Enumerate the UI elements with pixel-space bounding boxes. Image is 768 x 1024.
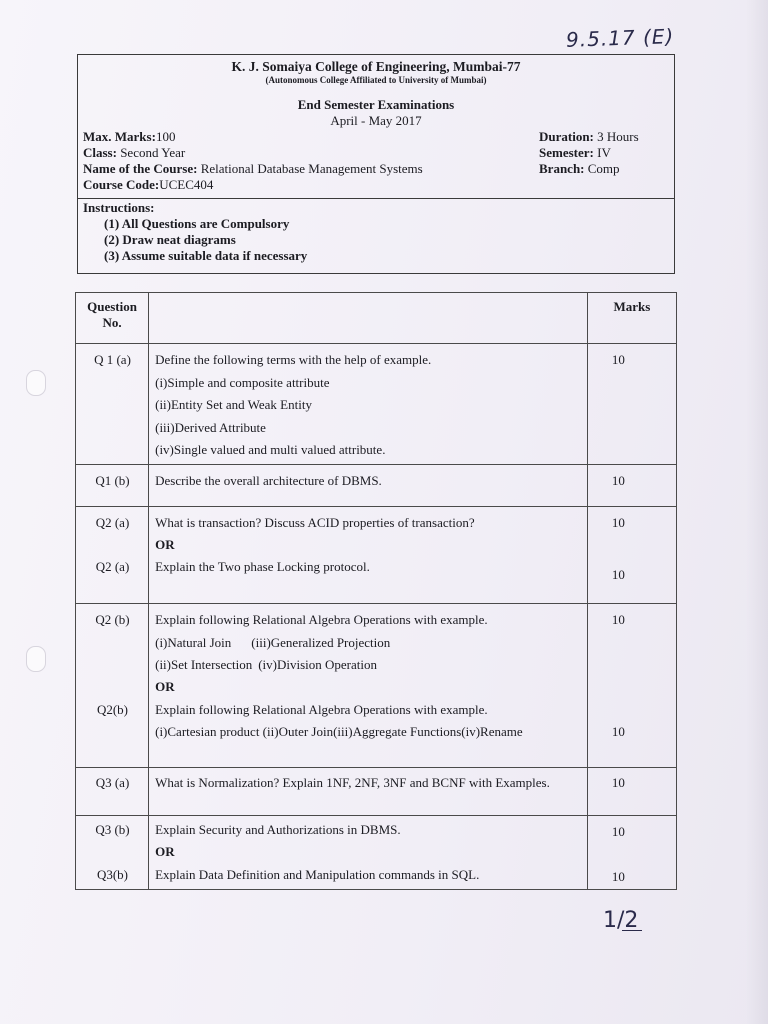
instruction-item: (2) Draw neat diagrams	[104, 232, 236, 247]
question-subitem: (iv)Division Operation	[258, 657, 378, 672]
exam-header	[77, 54, 675, 274]
class: Class: Second Year	[83, 145, 186, 160]
question-subitem: (iii)Derived Attribute	[155, 420, 266, 435]
college-affiliation: (Autonomous College Affiliated to University of Mumbai)	[265, 75, 487, 85]
course-name: Name of the Course: Relational Database Management Systems	[83, 161, 423, 176]
question-text: Explain Security and Authorizations in DBMS.	[155, 822, 401, 837]
question-number: Q3 (b)	[95, 822, 130, 837]
question-number-alt: Q3(b)	[96, 867, 129, 882]
question-number: Q2 (a)	[95, 515, 130, 530]
course-code: Course Code:UCEC404	[83, 177, 214, 192]
question-subitem: (iii)Generalized Projection	[251, 635, 391, 650]
question-subitem: (i)Simple and composite attribute	[155, 375, 330, 390]
question-marks: 10	[611, 775, 625, 790]
college-name: K. J. Somaiya College of Engineering, Mumbai-77	[231, 59, 521, 74]
table-row	[76, 768, 677, 816]
header-marks: Marks	[587, 293, 676, 344]
exam-period: April - May 2017	[330, 113, 422, 128]
question-subitem: (ii)Set Intersection	[155, 657, 253, 672]
exam-title: End Semester Examinations	[297, 97, 455, 112]
table-row	[76, 465, 677, 507]
question-marks: 10	[611, 824, 625, 839]
question-number: Q 1 (a)	[94, 352, 131, 367]
table-row	[76, 507, 677, 604]
question-text: What is transaction? Discuss ACID properties of transaction?	[155, 515, 475, 530]
duration: Duration: 3 Hours	[539, 129, 639, 144]
question-text: Define the following terms with the help of example.	[155, 352, 432, 367]
question-marks: 10	[611, 612, 625, 627]
punch-hole	[26, 370, 46, 396]
question-subitem: (i)Cartesian product (ii)Outer Join(iii)Aggregate Functions(iv)Rename	[155, 724, 523, 739]
table-row	[76, 344, 677, 465]
header-question-no: Question No.	[76, 293, 149, 344]
question-subitem-row	[155, 657, 581, 673]
instructions	[83, 200, 307, 264]
page-number-underline	[622, 930, 642, 931]
question-marks-alt: 10	[611, 567, 625, 582]
question-marks-alt: 10	[611, 724, 625, 739]
question-number: Q2 (b)	[95, 612, 130, 627]
question-text-alt: Explain the Two phase Locking protocol.	[155, 559, 370, 574]
table-header-row	[76, 293, 677, 344]
exam-meta-left	[83, 129, 423, 193]
instruction-item: (1) All Questions are Compulsory	[104, 216, 290, 231]
or-separator: OR	[155, 844, 175, 859]
question-marks-alt: 10	[611, 869, 625, 884]
branch: Branch: Comp	[539, 161, 620, 176]
question-subitem: (i)Natural Join	[155, 635, 232, 650]
question-text-alt: Explain Data Definition and Manipulation commands in SQL.	[155, 867, 480, 882]
or-separator: OR	[155, 679, 175, 694]
question-number-alt: Q2(b)	[96, 702, 129, 717]
header-divider	[78, 198, 674, 199]
or-separator: OR	[155, 537, 175, 552]
table-row	[76, 816, 677, 890]
instruction-item: (3) Assume suitable data if necessary	[104, 248, 308, 263]
handwritten-date: 9.5.17 (E)	[565, 24, 675, 52]
semester: Semester: IV	[539, 145, 611, 160]
paper-edge-shadow	[746, 0, 768, 1024]
page-number: 1/2	[603, 908, 639, 933]
questions-table	[75, 292, 677, 890]
question-text: What is Normalization? Explain 1NF, 2NF, 3NF and BCNF with Examples.	[155, 775, 550, 790]
instructions-title: Instructions:	[83, 200, 155, 215]
question-subitem: (ii)Entity Set and Weak Entity	[155, 397, 312, 412]
question-text-alt: Explain following Relational Algebra Operations with example.	[155, 702, 488, 717]
question-number: Q3 (a)	[95, 775, 130, 790]
question-text: Describe the overall architecture of DBMS.	[155, 473, 382, 488]
max-marks: Max. Marks:100	[83, 129, 176, 144]
question-number: Q1 (b)	[95, 473, 130, 488]
table-row	[76, 604, 677, 768]
question-subitem-row	[155, 635, 581, 651]
punch-hole	[26, 646, 46, 672]
question-number-alt: Q2 (a)	[95, 559, 130, 574]
question-marks: 10	[611, 515, 625, 530]
question-subitem: (iv)Single valued and multi valued attribute.	[155, 442, 386, 457]
question-text: Explain following Relational Algebra Operations with example.	[155, 612, 488, 627]
header-question	[149, 293, 588, 344]
question-marks: 10	[611, 473, 625, 488]
exam-meta-right	[539, 129, 639, 177]
question-marks: 10	[611, 352, 625, 367]
